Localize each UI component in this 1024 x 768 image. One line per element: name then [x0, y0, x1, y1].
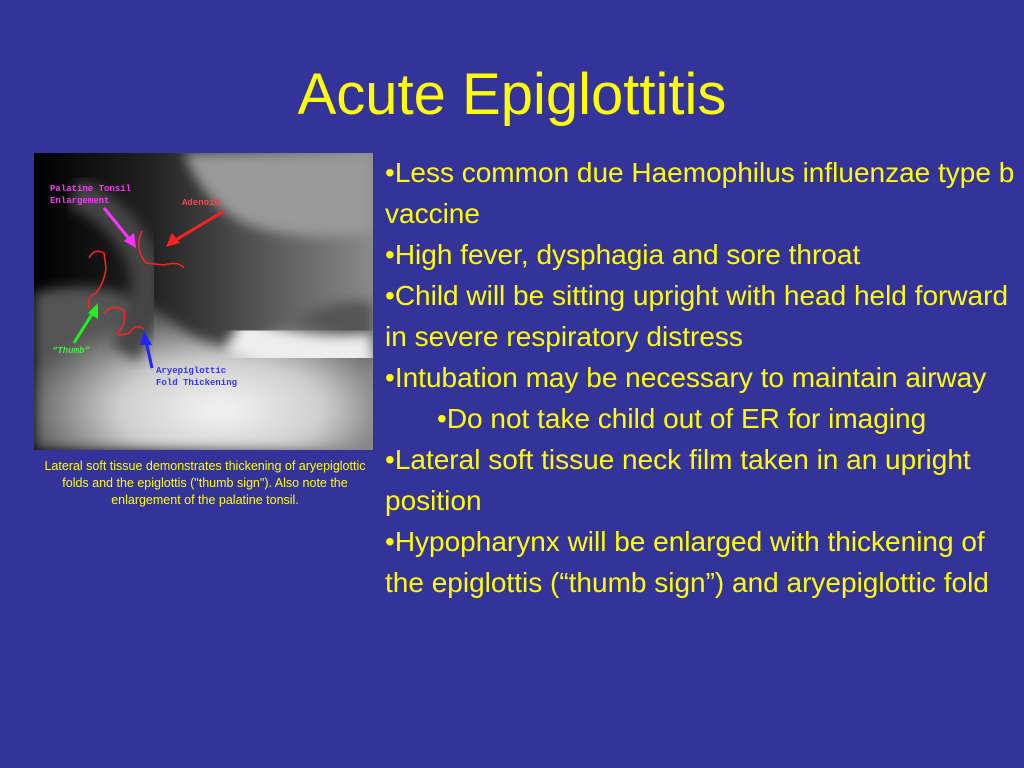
label-thumb: “Thumb” [52, 346, 90, 356]
label-adenoid: Adenoid [182, 198, 220, 208]
label-aryepiglottic: Aryepiglottic Fold Thickening [156, 366, 238, 388]
bullet-item: • Lateral soft tissue neck film taken in an upright position [385, 439, 1017, 521]
bullet-item: • Hypopharynx will be enlarged with thickening of the epiglottis (“thumb sign”) and aryepiglottic fold [385, 521, 1017, 603]
bullet-item: • High fever, dysphagia and sore throat [385, 234, 1017, 275]
slide-title: Acute Epiglottitis [297, 62, 727, 127]
bullet-item: • Do not take child out of ER for imaging [385, 398, 1017, 439]
bullet-item: • Child will be sitting upright with head held forward in severe respiratory distress [385, 275, 1017, 357]
image-caption: Lateral soft tissue demonstrates thickening of aryepiglottic folds and the epiglottis ("thumb sign"). Also note the enlargement of the palatine tonsil. [44, 459, 366, 507]
label-palatine-tonsil: Palatine Tonsil Enlargement [50, 184, 132, 206]
bullet-list [385, 152, 1017, 603]
xray-image [34, 153, 373, 450]
xray-illustration [34, 153, 373, 450]
bullet-item: • Intubation may be necessary to maintain airway [385, 357, 1017, 398]
bullet-item: • Less common due Haemophilus influenzae type b vaccine [385, 152, 1017, 234]
